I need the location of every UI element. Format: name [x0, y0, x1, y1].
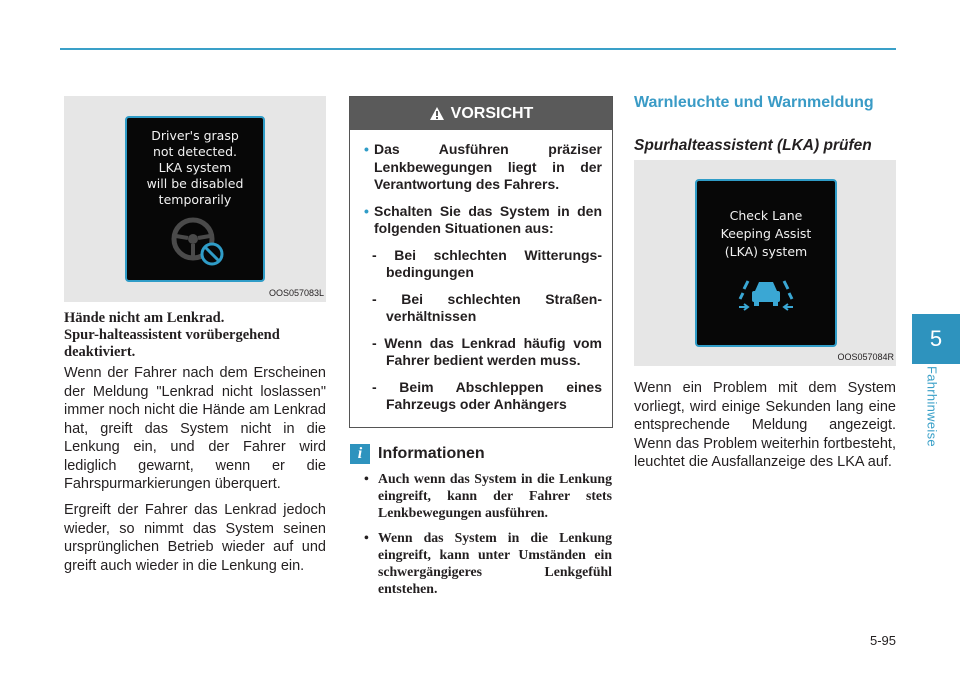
caution-sub-item: - Bei schlechten Straßen-verhältnissen: [372, 290, 602, 324]
info-header: [350, 444, 485, 464]
caution-item: • Das Ausführen präziser Lenkbewegungen liegt in der Verantwortung des Fahrers.: [364, 141, 602, 192]
caution-list: [364, 141, 602, 423]
figure-lka-check: [634, 160, 896, 366]
screen-line: temporarily: [158, 192, 232, 207]
caution-box: [349, 96, 613, 428]
caution-sub-item: - Beim Abschleppen eines Fahrzeugs oder Anhängers: [372, 378, 602, 412]
figure-code: OOS057083L: [268, 288, 324, 298]
screen-line: LKA system: [158, 160, 232, 175]
page-number: 5-95: [869, 633, 896, 648]
header-rule: [60, 48, 896, 50]
chapter-tab: 5: [912, 314, 960, 364]
screen-line: will be disabled: [146, 176, 244, 191]
caution-item-text: Schalten Sie das System in den folgenden Situationen aus:: [374, 202, 602, 236]
lane-keeping-car-icon: [738, 277, 794, 313]
info-item-text: Wenn das System in die Lenkung eingreift, kann unter Umständen ein schwergängigeres Lenkgefühl entstehen.: [378, 530, 612, 596]
caution-item-text: Das Ausführen präziser Lenkbewegungen liegt in der Verantwortung des Fahrers.: [374, 141, 602, 192]
steering-wheel-prohibit-icon: [167, 214, 227, 270]
screen-line: (LKA) system: [724, 244, 808, 259]
body-paragraph: Wenn ein Problem mit dem System vorliegt, wird einige Sekunden lang eine entsprechende Meldung angezeigt. Wenn das Problem weiterhin fortbesteht, leuchtet die Ausfallanzeige des LKA auf.: [634, 380, 896, 470]
warning-triangle-icon: [429, 106, 445, 121]
cluster-display: [125, 116, 265, 282]
info-title: Informationen: [378, 445, 485, 462]
info-icon: i: [350, 444, 370, 464]
caution-sub-item: - Bei schlechten Witterungs-bedingungen: [372, 246, 602, 280]
chapter-label: Fahrhinweise: [924, 366, 940, 447]
figure-caption: Hände nicht am Lenkrad. Spur-halteassistent vorübergehend deaktiviert.: [64, 310, 280, 360]
body-paragraph: Ergreift der Fahrer das Lenkrad jedoch wieder, so nimmt das System seinen ursprünglichen Betrieb wieder auf und greift auch wieder in die Lenkung ein.: [64, 502, 326, 574]
cluster-display: [695, 179, 837, 347]
caution-header: [350, 97, 612, 130]
screen-line: not detected.: [152, 144, 238, 159]
body-paragraph: Wenn der Fahrer nach dem Erscheinen der Meldung "Lenkrad nicht loslassen" immer noch nicht die Hände am Lenkrad hat, greift das System nicht in die Lenkung ein, und der Fahrer wird lediglich gewarnt, wenn er die Fahrspurmarkierungen überquert.: [64, 365, 326, 492]
caution-sub-item: - Wenn das Lenkrad häufig vom Fahrer bedient werden muss.: [372, 334, 602, 368]
caution-title: VORSICHT: [450, 104, 534, 122]
screen-line: Check Lane: [729, 208, 803, 223]
sub-title: Spurhalteassistent (LKA) prüfen: [634, 137, 872, 154]
screen-line: Driver's grasp: [151, 128, 239, 143]
figure-code: OOS057084R: [837, 352, 894, 362]
info-item-text: Auch wenn das System in die Lenkung eingreift, kann der Fahrer stets Lenkbewegungen ausführen.: [378, 471, 612, 520]
caution-item: • Schalten Sie das System in den folgenden Situationen aus:: [364, 202, 602, 236]
figure-driver-grasp: [64, 96, 326, 302]
info-item: • Auch wenn das System in die Lenkung eingreift, kann der Fahrer stets Lenkbewegungen ausführen.: [364, 471, 612, 520]
screen-line: Keeping Assist: [720, 226, 812, 241]
info-item: • Wenn das System in die Lenkung eingreift, kann unter Umständen ein schwergängigeres Lenkgefühl entstehen.: [364, 530, 612, 596]
section-title: Warnleuchte und Warnmeldung: [634, 94, 874, 111]
info-list: [364, 470, 612, 605]
